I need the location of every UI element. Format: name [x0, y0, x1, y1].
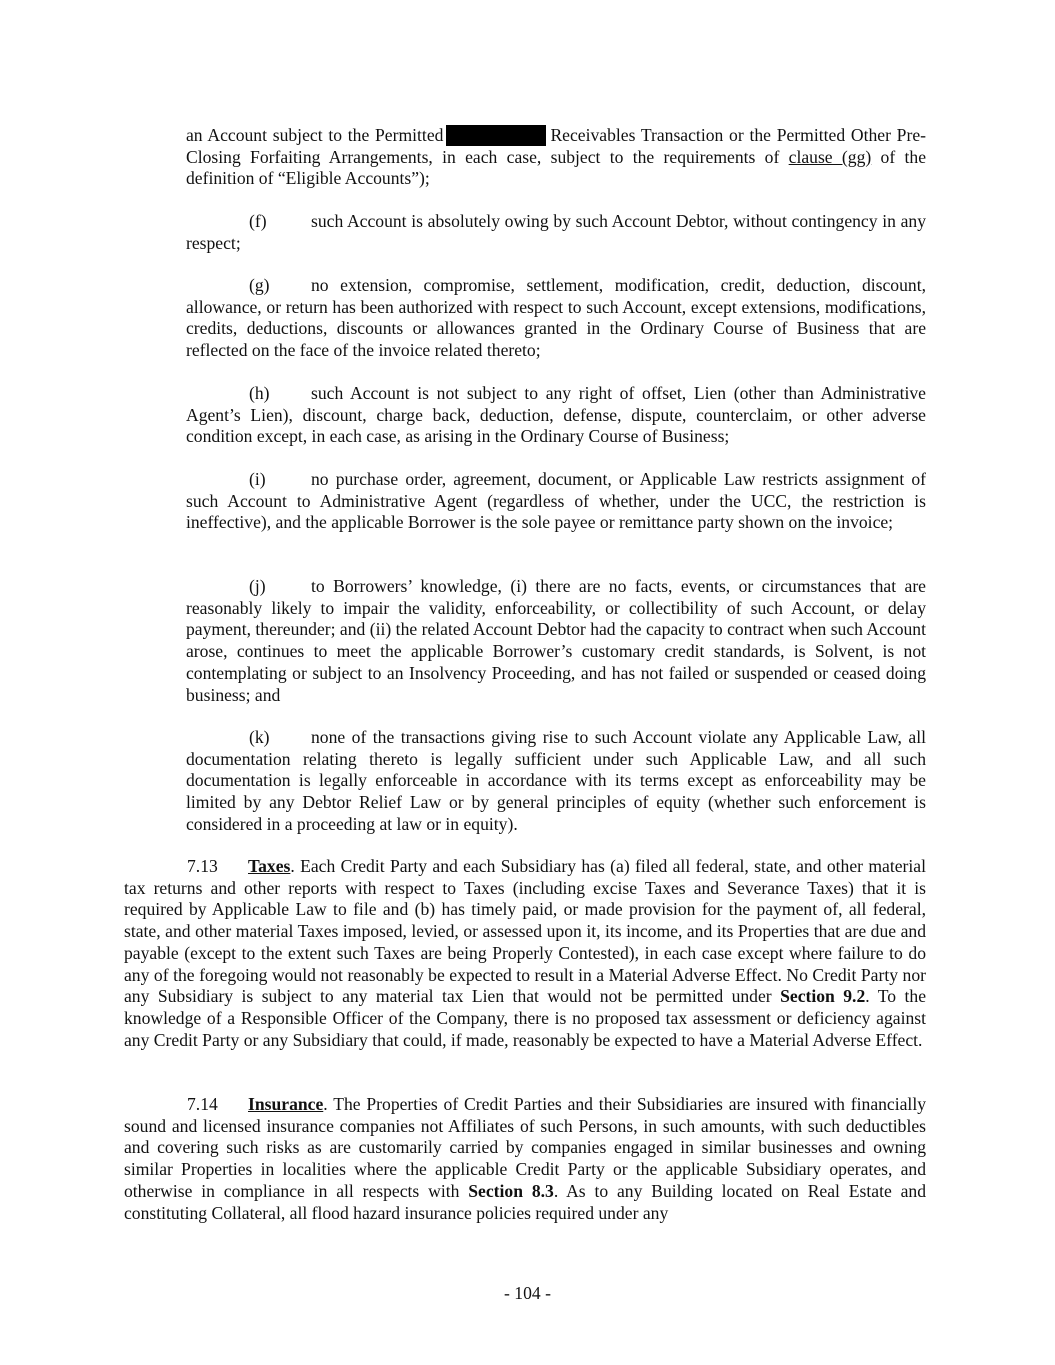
item-label: (f) [249, 211, 267, 231]
paragraph-e-continuation: an Account subject to the Permitted Receivables Transaction or the Permitted Other Pre-Closing Forfaiting Arrangements, in each case, subject to the requirements of clause (gg) of the definition of “Eligible Accounts”); [186, 125, 927, 189]
clause-gg-reference: clause (gg) [788, 146, 872, 167]
section-7-13-taxes: 7.13 Taxes. Each Credit Party and each Subsidiary has (a) filed all federal, state, and other material tax returns and other reports with respect to Taxes (including excise Taxes and Severance Taxes) that it is required by Applicable Law to file and (b) has timely paid, or made provision for the payment of, all federal, state, and other material Taxes imposed, levied, or assessed upon it, its income, and its Properties that are due and payable (except to the extent such Taxes are being Properly Contested), in each case except where failure to do any of the foregoing would not reasonably be expected to result in a Material Adverse Effect. No Credit Party nor any Subsidiary is subject to any material tax Lien that would not be permitted under Section 9.2. To the knowledge of a Responsible Officer of the Company, there is no proposed tax assessment or deficiency against any Credit Party or any Subsidiary that could, if made, reasonably be expected to have a Material Adverse Effect. [124, 856, 926, 1050]
section-number: 7.14 [187, 1094, 218, 1114]
item-k [186, 727, 926, 836]
item-label: (h) [249, 383, 270, 403]
item-f [186, 211, 926, 254]
section-8-3-reference: Section 8.3 [468, 1180, 554, 1201]
section-number: 7.13 [187, 856, 218, 876]
redaction-bar [446, 125, 546, 146]
item-text: to Borrowers’ knowledge, (i) there are no facts, events, or circumstances that are reasonably likely to impair the validity, enforceability, or collectibility of such Account, or delay payment, thereunder; and (ii) the related Account Debtor had the capacity to contract when such Account arose, continues to meet the applicable Borrower’s customary credit standards, is Solvent, is not contemplating or subject to an Insolvency Proceeding, and has not failed or suspended or ceased doing business; and [186, 576, 926, 705]
item-g [186, 275, 926, 362]
item-j [186, 576, 926, 706]
section-9-2-reference: Section 9.2 [780, 986, 866, 1007]
page-number: - 104 - [504, 1283, 551, 1303]
item-label: (j) [249, 576, 266, 596]
item-text: such Account is not subject to any right of offset, Lien (other than Administrative Agent’s Lien), discount, charge back, deduction, defense, dispute, counterclaim, or other adverse condition except, in each case, as arising in the Ordinary Course of Business; [186, 383, 926, 447]
item-label: (i) [249, 469, 266, 489]
item-label: (k) [249, 727, 270, 747]
item-label: (g) [249, 275, 270, 295]
item-text: none of the transactions giving rise to such Account violate any Applicable Law, all documentation relating thereto is legally sufficient under such Applicable Law, and all such documentation is legally enforceable in accordance with its terms except as enforceability may be limited by any Debtor Relief Law or by general principles of equity (whether such enforcement is considered in a proceeding at law or in equity). [186, 727, 926, 834]
item-i [186, 469, 926, 534]
item-h [186, 383, 926, 448]
section-7-14-insurance: 7.14 Insurance. The Properties of Credit Parties and their Subsidiaries are insured with financially sound and licensed insurance companies not Affiliates of such Persons, in such amounts, with such deductibles and covering such risks as are customarily carried by companies engaged in similar businesses and owning similar Properties in localities where the applicable Credit Party or the applicable Subsidiary operates, and otherwise in compliance in all respects with Section 8.3. As to any Building located on Real Estate and constituting Collateral, all flood hazard insurance policies required under any [124, 1094, 927, 1223]
item-text: no purchase order, agreement, document, or Applicable Law restricts assignment of such Account to Administrative Agent (regardless of whether, under the UCC, the restriction is ineffective), and the applicable Borrower is the sole payee or remittance party shown on the invoice; [186, 469, 926, 533]
section-title: Insurance [248, 1094, 324, 1114]
section-title: Taxes [248, 856, 291, 876]
item-text: no extension, compromise, settlement, modification, credit, deduction, discount, allowance, or return has been authorized with respect to such Account, except extensions, modifications, credits, deductions, discounts or allowances granted in the Ordinary Course of Business that are reflected on the face of the invoice related thereto; [186, 275, 926, 361]
item-text: such Account is absolutely owing by such Account Debtor, without contingency in any respect; [186, 211, 926, 253]
